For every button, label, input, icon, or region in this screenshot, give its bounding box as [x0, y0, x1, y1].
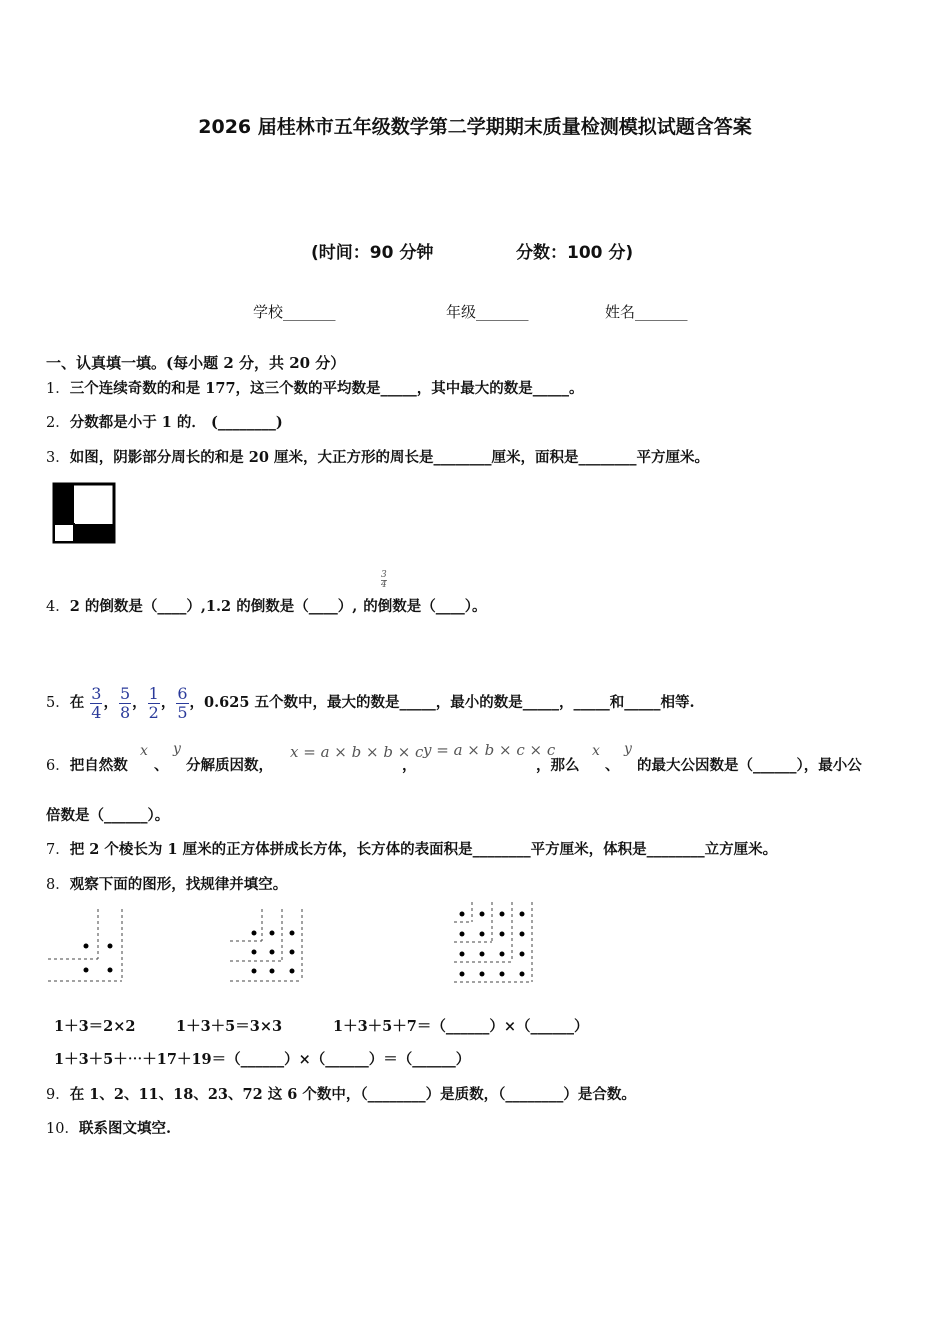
- question-text: 联系图文填空.: [78, 1120, 172, 1137]
- fraction-6-5: $\frac{6}{5}$: [177, 683, 188, 722]
- question-text-part1: 2 的倒数是（____）,1.2 的倒数是（____）,: [69, 598, 358, 615]
- dot-figure-2: [226, 905, 316, 985]
- grade-field: 年级_______: [446, 303, 529, 321]
- fraction-1-2: $\frac{1}{2}$: [148, 683, 159, 722]
- question-number: 9．: [46, 1087, 70, 1103]
- fraction-3-4: $\frac{3}{4}$: [91, 683, 102, 722]
- pattern-eq-4: 1＋3＋5＋⋯＋17＋19＝（______）×（______）＝（______）: [54, 1051, 471, 1068]
- question-number: 1．: [46, 381, 70, 397]
- question-text: 0.625 五个数中，最大的数是_____，最小的数是_____，_____和_____相等.: [204, 694, 695, 711]
- section-heading: 一、认真填一填。(每小题 2 分，共 20 分）: [46, 354, 346, 372]
- dot: [84, 968, 89, 973]
- shaded-bottom-rect: [74, 524, 114, 542]
- page-title: 2026 届桂林市五年级数学第二学期期末质量检测模拟试题含答案: [198, 116, 752, 138]
- equation-x: x = a × b × b × c: [290, 743, 424, 761]
- question-7: [46, 838, 777, 859]
- shaded-left-rect: [54, 484, 74, 524]
- question-number: 4．: [46, 599, 70, 615]
- question-text: 三个连续奇数的和是 177，这三个数的平均数是_____，其中最大的数是_____。: [69, 380, 584, 397]
- dot: [84, 944, 89, 949]
- dot: [108, 944, 113, 949]
- var-x-2: x: [592, 743, 600, 759]
- question-1: [46, 377, 584, 398]
- question-5: 5．在 $\frac{3}{4}$ ， $\frac{5}{8}$ ， $\frac{1}{2}$ ， $\frac{6}{5}$ ，0.625 五个数中，最大的数是_____，最小的数是_____，_____和_____相等.: [46, 683, 695, 722]
- var-y: y: [173, 741, 181, 757]
- question-number: 2．: [46, 415, 70, 431]
- question-6: 6．把自然数: [46, 757, 128, 774]
- name-field: 姓名_______: [605, 303, 688, 321]
- question-number: 10．: [46, 1121, 79, 1137]
- score-label: 分数：100 分): [516, 243, 634, 263]
- question-number: 8．: [46, 877, 70, 893]
- dot-figure-1: [44, 905, 134, 985]
- dot-figure-3: [450, 898, 540, 986]
- school-field: 学校_______: [253, 303, 336, 321]
- question-text: 在 1、2、11、18、23、72 这 6 个数中，（________）是质数，（________）是合数。: [69, 1086, 636, 1103]
- question-number: 3．: [46, 450, 70, 466]
- pattern-eq-2: 1＋3＋5＝3×3: [176, 1018, 283, 1035]
- question-number: 6．: [46, 758, 70, 774]
- question-number: 5．: [46, 695, 70, 711]
- question-4: [46, 595, 487, 616]
- question-text-part2: 的倒数是（____）。: [363, 598, 487, 615]
- question-9: [46, 1083, 636, 1104]
- small-fraction: $\frac{3}{4}$: [381, 570, 387, 590]
- fraction-5-8: $\frac{5}{8}$: [119, 683, 131, 722]
- pattern-eq-1: 1＋3＝2×2: [54, 1018, 136, 1035]
- dot: [108, 968, 113, 973]
- question-8: [46, 873, 287, 894]
- question-2: [46, 411, 283, 432]
- question-text: 观察下面的图形，找规律并填空。: [69, 876, 288, 893]
- question-text: 把 2 个棱长为 1 厘米的正方体拼成长方体，长方体的表面积是________平方厘米，体积是________立方厘米。: [69, 841, 778, 858]
- question-3: [46, 446, 709, 467]
- question-text: 分数都是小于 1 的． (________): [69, 414, 283, 431]
- pattern-eq-3: 1＋3＋5＋7＝（______）×（______）: [333, 1018, 589, 1035]
- equation-y: y = a × b × c × c: [423, 741, 556, 759]
- var-x: x: [140, 743, 148, 759]
- question-6-line2: 倍数是（______）。: [46, 807, 170, 824]
- question-number: 7．: [46, 842, 70, 858]
- var-y-2: y: [624, 741, 632, 757]
- question-text: 如图，阴影部分周长的和是 20 厘米，大正方形的周长是________厘米，面积是________平方厘米。: [69, 449, 710, 466]
- shaded-square-figure: [52, 482, 116, 544]
- time-label: (时间：90 分钟: [311, 243, 434, 263]
- question-10: [46, 1117, 171, 1138]
- small-white-square: [54, 524, 74, 542]
